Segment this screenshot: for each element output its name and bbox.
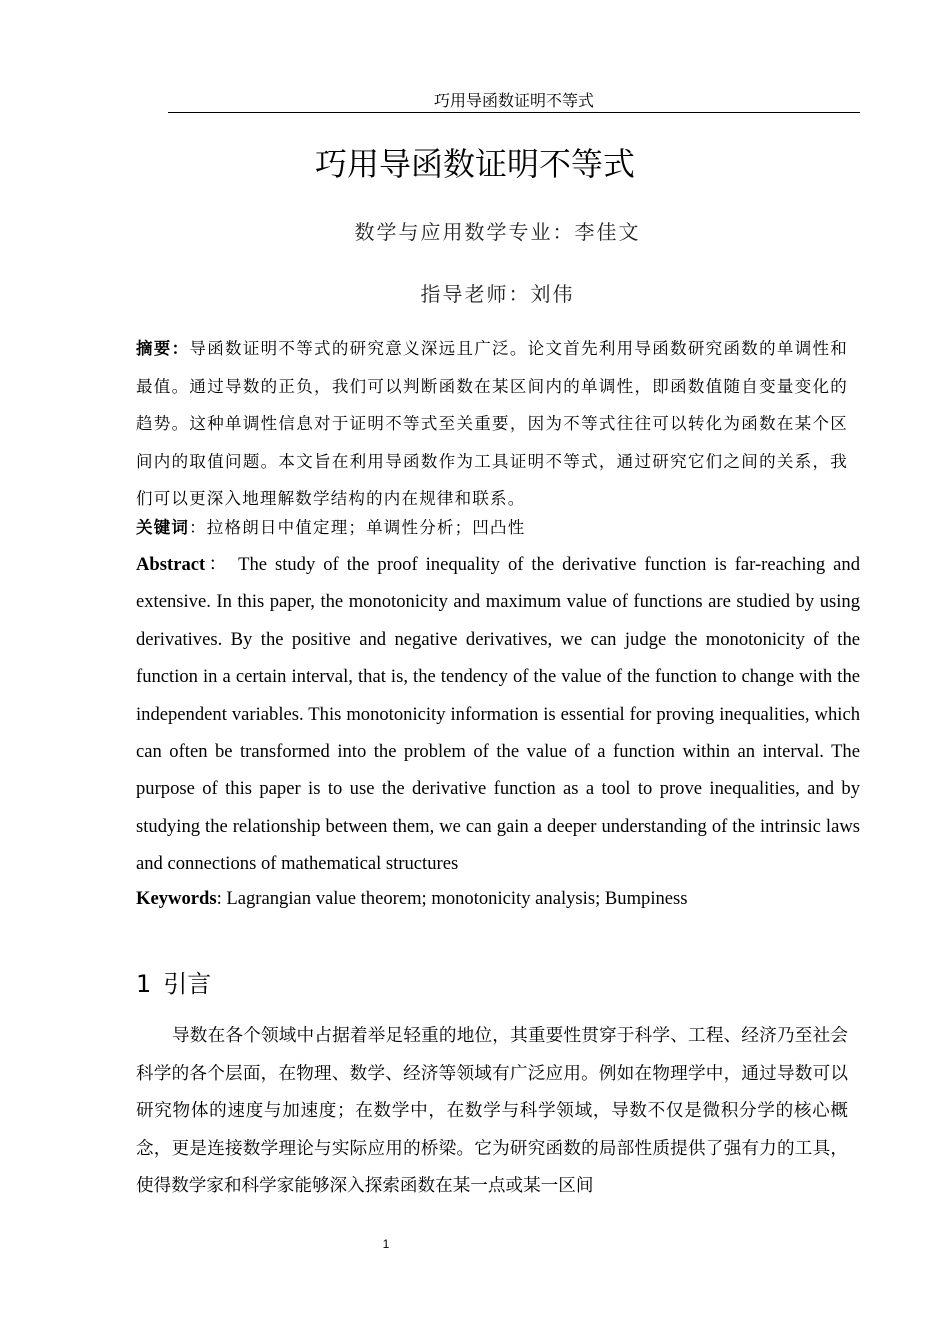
- section-heading-introduction: [136, 966, 211, 1002]
- abstract-english-label: Abstract: [136, 554, 206, 575]
- abstract-chinese-label: 摘要：: [136, 339, 190, 358]
- author-line: 数学与应用数学专业：李佳文: [354, 220, 641, 244]
- abstract-english-separator: ：: [205, 554, 231, 575]
- paper-title: 巧用导函数证明不等式: [314, 145, 635, 183]
- abstract-chinese: [136, 330, 848, 518]
- keywords-english-label: Keywords: [136, 888, 217, 909]
- keywords-chinese: [136, 513, 856, 543]
- section-number: 1: [136, 970, 152, 998]
- introduction-paragraph: 导数在各个领域中占据着举足轻重的地位，其重要性贯穿于科学、工程、经济乃至社会科学的各个层面，在物理、数学、经济等领域有广泛应用。例如在物理学中，通过导数可以研究物体的速度与加速度；在数学中，在数学与科学领域，导数不仅是微积分学的核心概念，更是连接数学理论与实际应用的桥梁。它为研究函数的局部性质提供了强有力的工具，使得数学家和科学家能够深入探索函数在某一点或某一区间: [136, 1026, 848, 1196]
- abstract-english: [136, 546, 860, 883]
- running-header: 巧用导函数证明不等式: [168, 90, 860, 113]
- advisor-line: 指导老师：刘伟: [420, 282, 575, 306]
- keywords-chinese-label: 关键词: [136, 518, 190, 537]
- abstract-chinese-text: 导函数证明不等式的研究意义深远且广泛。论文首先利用导函数研究函数的单调性和最值。通过导数的正负，我们可以判断函数在某区间内的单调性，即函数值随自变量变化的趋势。这种单调性信息对于证明不等式至关重要，因为不等式往往可以转化为函数在某个区间内的取值问题。本文旨在利用导函数作为工具证明不等式，通过研究它们之间的关系，我们可以更深入地理解数学结构的内在规律和联系。: [136, 339, 848, 508]
- section-title: 引言: [163, 970, 212, 998]
- keywords-english-text: : Lagrangian value theorem; monotonicity analysis; Bumpiness: [216, 888, 688, 909]
- page-number: 1: [382, 1237, 390, 1251]
- keywords-english: [136, 884, 860, 914]
- abstract-english-text: The study of the proof inequality of the derivative function is far-reaching and extensive. In this paper, the monotonicity and maximum value of functions are studied by using derivatives. By the positive and negative derivatives, we can judge the monotonicity of the function in a certain interval, that is, the tendency of the value of the function to change with the independent variables. This monotonicity information is essential for proving inequalities, which can often be transformed into the problem of the value of a function within an interval. The purpose of this paper is to use the derivative function as a tool to prove inequalities, and by studying the relationship between them, we can gain a deeper understanding of the intrinsic laws and connections of mathematical structures: [136, 554, 860, 875]
- keywords-chinese-text: ：拉格朗日中值定理；单调性分析；凹凸性: [189, 518, 526, 537]
